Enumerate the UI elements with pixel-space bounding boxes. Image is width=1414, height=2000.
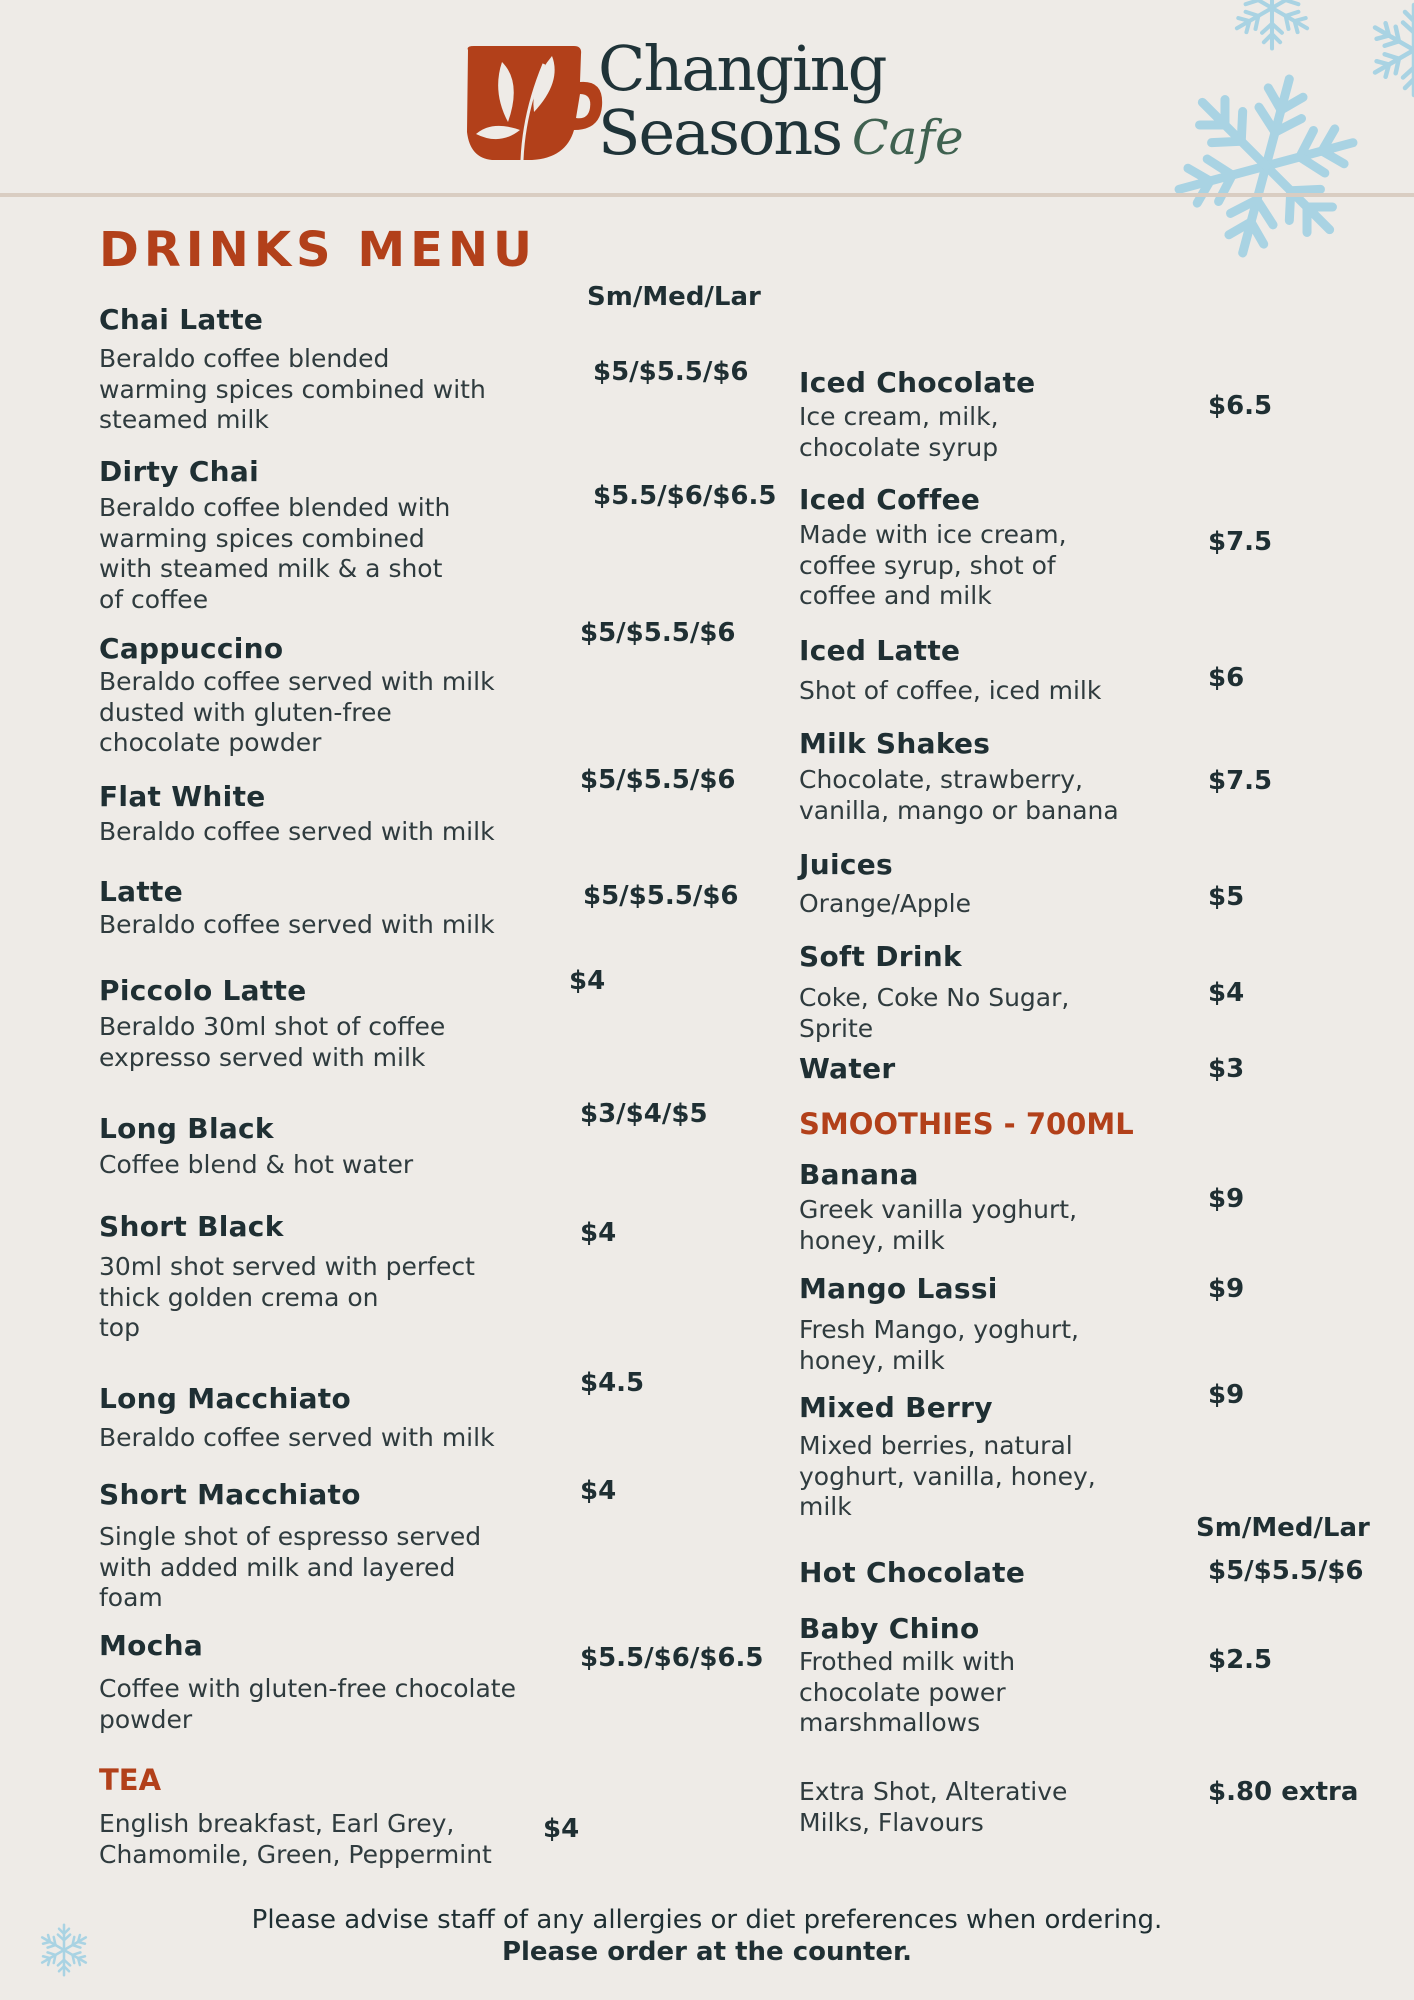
item-description-iced-chocolate: Ice cream, milk, chocolate syrup	[799, 402, 999, 462]
item-price-iced-coffee: $7.5	[1208, 527, 1273, 557]
item-price-flat-white: $5/$5.5/$6	[580, 765, 736, 795]
header-divider	[0, 193, 1414, 197]
item-price-mango-lassi: $9	[1208, 1274, 1245, 1304]
item-price-mixed-berry: $9	[1208, 1380, 1245, 1410]
item-name-mocha: Mocha	[99, 1629, 204, 1662]
item-price-soft-drink: $4	[1208, 978, 1245, 1008]
item-price-milk-shakes: $7.5	[1208, 766, 1273, 796]
page-title: DRINKS MENU	[99, 222, 538, 278]
item-name-soft-drink: Soft Drink	[799, 940, 962, 973]
item-description-banana: Greek vanilla yoghurt, honey, milk	[799, 1195, 1078, 1255]
item-description-long-black: Coffee blend & hot water	[99, 1150, 414, 1179]
item-name-short-macchiato: Short Macchiato	[99, 1478, 361, 1511]
item-name-hot-chocolate: Hot Chocolate	[799, 1556, 1026, 1589]
item-description-chai-latte: Beraldo coffee blended warming spices combined with steamed milk	[99, 344, 486, 434]
allergy-notice: Please advise staff of any allergies or diet preferences when ordering.	[251, 1905, 1163, 1935]
snowflake-icon	[1370, 5, 1414, 95]
item-name-flat-white: Flat White	[99, 780, 266, 813]
item-description-iced-latte: Shot of coffee, iced milk	[799, 676, 1102, 705]
item-name-chai-latte: Chai Latte	[99, 303, 264, 336]
item-price-short-black: $4	[580, 1218, 617, 1248]
item-name-dirty-chai: Dirty Chai	[99, 455, 260, 488]
item-name-iced-chocolate: Iced Chocolate	[799, 366, 1036, 399]
item-price-extras: $.80 extra	[1208, 1777, 1359, 1807]
item-description-milk-shakes: Chocolate, strawberry, vanilla, mango or banana	[799, 765, 1119, 825]
item-price-dirty-chai: $5.5/$6/$6.5	[593, 481, 777, 511]
left-sizes-label: Sm/Med/Lar	[587, 282, 761, 312]
item-description-long-macchiato: Beraldo coffee served with milk	[99, 1423, 495, 1452]
item-name-milk-shakes: Milk Shakes	[799, 727, 991, 760]
item-description-baby-chino: Frothed milk with chocolate power marshmallows	[799, 1647, 1016, 1737]
section-heading-tea: TEA	[99, 1763, 162, 1797]
item-name-long-black: Long Black	[99, 1112, 274, 1145]
cafe-logo-mug-icon	[462, 42, 607, 164]
item-name-latte: Latte	[99, 875, 183, 908]
item-price-banana: $9	[1208, 1184, 1245, 1214]
item-name-short-black: Short Black	[99, 1210, 284, 1243]
snowflake-icon	[1232, 0, 1312, 49]
item-description-latte: Beraldo coffee served with milk	[99, 910, 495, 939]
order-notice: Please order at the counter.	[501, 1937, 913, 1967]
item-description-tea: English breakfast, Earl Grey, Chamomile, Green, Peppermint	[99, 1809, 492, 1869]
item-price-baby-chino: $2.5	[1208, 1645, 1273, 1675]
item-name-cappuccino: Cappuccino	[99, 632, 284, 665]
item-name-water: Water	[799, 1052, 896, 1085]
item-description-cappuccino: Beraldo coffee served with milk dusted with gluten-free chocolate powder	[99, 667, 495, 757]
item-name-mixed-berry: Mixed Berry	[799, 1391, 993, 1424]
item-price-tea: $4	[543, 1814, 580, 1844]
section-heading-smoothies-700ml: SMOOTHIES - 700ML	[799, 1107, 1134, 1141]
item-price-short-macchiato: $4	[580, 1476, 617, 1506]
item-name-banana: Banana	[799, 1158, 919, 1191]
brand-name-line1: Changing	[598, 32, 886, 105]
item-price-long-black: $3/$4/$5	[580, 1099, 708, 1129]
item-description-flat-white: Beraldo coffee served with milk	[99, 817, 495, 846]
item-price-long-macchiato: $4.5	[580, 1368, 645, 1398]
item-price-iced-chocolate: $6.5	[1208, 391, 1273, 421]
item-name-juices: Juices	[799, 848, 894, 881]
item-price-hot-chocolate: $5/$5.5/$6	[1208, 1556, 1364, 1586]
brand-name-cafe: Cafe	[852, 110, 964, 166]
item-description-extras: Extra Shot, Alterative Milks, Flavours	[799, 1777, 1068, 1837]
item-name-mango-lassi: Mango Lassi	[799, 1272, 998, 1305]
brand-name-line2: Seasons	[598, 96, 842, 169]
item-description-mocha: Coffee with gluten-free chocolate powder	[99, 1674, 516, 1734]
item-price-piccolo-latte: $4	[569, 966, 606, 996]
item-description-short-macchiato: Single shot of espresso served with added milk and layered foam	[99, 1522, 482, 1612]
right-sizes-label: Sm/Med/Lar	[1196, 1513, 1370, 1543]
item-description-dirty-chai: Beraldo coffee blended with warming spices combined with steamed milk & a shot of coffee	[99, 493, 451, 614]
item-name-baby-chino: Baby Chino	[799, 1612, 980, 1645]
item-price-water: $3	[1208, 1054, 1245, 1084]
item-description-juices: Orange/Apple	[799, 889, 971, 918]
item-price-juices: $5	[1208, 882, 1245, 912]
item-description-soft-drink: Coke, Coke No Sugar, Sprite	[799, 983, 1070, 1043]
item-price-mocha: $5.5/$6/$6.5	[580, 1643, 764, 1673]
item-description-mixed-berry: Mixed berries, natural yoghurt, vanilla, honey, milk	[799, 1431, 1096, 1521]
item-price-chai-latte: $5/$5.5/$6	[593, 357, 749, 387]
snowflake-icon	[1157, 56, 1375, 276]
item-name-piccolo-latte: Piccolo Latte	[99, 974, 307, 1007]
item-name-iced-coffee: Iced Coffee	[799, 483, 981, 516]
item-description-short-black: 30ml shot served with perfect thick golden crema on top	[99, 1252, 475, 1342]
item-name-iced-latte: Iced Latte	[799, 634, 961, 667]
item-description-iced-coffee: Made with ice cream, coffee syrup, shot of coffee and milk	[799, 520, 1067, 610]
item-description-mango-lassi: Fresh Mango, yoghurt, honey, milk	[799, 1315, 1079, 1375]
item-price-iced-latte: $6	[1208, 663, 1245, 693]
item-name-long-macchiato: Long Macchiato	[99, 1382, 352, 1415]
item-price-latte: $5/$5.5/$6	[583, 881, 739, 911]
item-price-cappuccino: $5/$5.5/$6	[580, 618, 736, 648]
item-description-piccolo-latte: Beraldo 30ml shot of coffee expresso served with milk	[99, 1012, 446, 1072]
